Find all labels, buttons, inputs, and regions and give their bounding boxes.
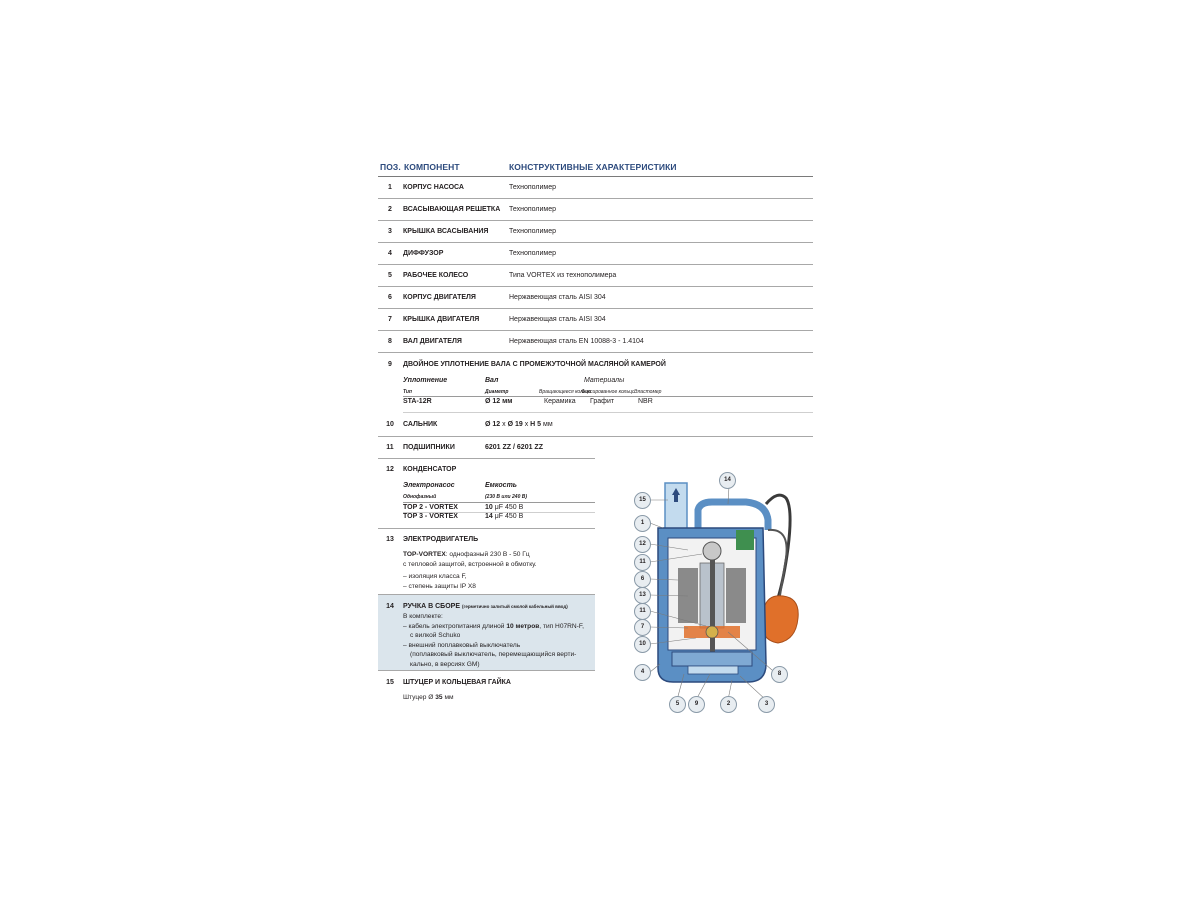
row-divider — [378, 286, 813, 287]
header-divider — [378, 176, 813, 177]
header-characteristics: КОНСТРУКТИВНЫЕ ХАРАКТЕРИСТИКИ — [509, 162, 677, 172]
row-name: КОРПУС ДВИГАТЕЛЯ — [403, 294, 476, 301]
capacitor-col-pump: Электронасос — [403, 482, 455, 489]
seal-elastomer-value: NBR — [638, 398, 653, 405]
row-divider — [378, 436, 813, 437]
handle-details: В комплекте: – кабель электропитания длиной 10 метров, тип H07RN-F, с вилкой Schuko – внешний поплавковый выключатель (поплавковый выключатель, перемещающийся верти- кально, в версиях GM) — [403, 613, 584, 668]
callout-13: 13 — [634, 587, 651, 604]
gland-value: Ø 12 x Ø 19 x H 5 мм — [485, 421, 553, 428]
callout-6: 6 — [634, 571, 651, 588]
row-divider — [378, 198, 813, 199]
row-divider — [378, 458, 595, 459]
callout-15: 15 — [634, 492, 651, 509]
motor-name: ЭЛЕКТРОДВИГАТЕЛЬ — [403, 536, 479, 543]
seal-type-value: STA-12R — [403, 398, 432, 405]
row-num: 5 — [388, 272, 392, 279]
capacitor-model: TOP 2 - VORTEX — [403, 504, 458, 511]
fitting-details: Штуцер Ø 35 мм — [403, 694, 454, 701]
bearings-value: 6201 ZZ / 6201 ZZ — [485, 444, 543, 451]
handle-title: РУЧКА В СБОРЕ (герметично залитый смолой кабельный ввод) — [403, 603, 568, 610]
seal-sub-diameter: Диаметр — [485, 389, 509, 395]
row-divider — [378, 670, 595, 671]
callout-7: 7 — [634, 619, 651, 636]
seal-title: ДВОЙНОЕ УПЛОТНЕНИЕ ВАЛА С ПРОМЕЖУТОЧНОЙ МАСЛЯНОЙ КАМЕРОЙ — [403, 361, 666, 368]
callout-5: 5 — [669, 696, 686, 713]
seal-sub-rotating: Вращающееся кольцо — [539, 389, 592, 395]
row-num: 12 — [386, 466, 394, 473]
seal-diameter-value: Ø 12 мм — [485, 398, 513, 405]
impeller-chamber — [672, 652, 752, 666]
row-name: РАБОЧЕЕ КОЛЕСО — [403, 272, 469, 279]
row-num: 3 — [388, 228, 392, 235]
capacitor-value: 14 μF 450 В — [485, 513, 524, 520]
row-divider — [378, 242, 813, 243]
row-num: 11 — [386, 444, 394, 451]
callout-14: 14 — [719, 472, 736, 489]
stator-left — [678, 568, 698, 623]
callout-1: 1 — [634, 515, 651, 532]
row-divider — [378, 330, 813, 331]
row-num: 10 — [386, 421, 394, 428]
seal-subdivider — [403, 396, 813, 397]
row-description: Технополимер — [509, 228, 557, 235]
seal-row-divider — [403, 412, 813, 413]
callout-11b: 11 — [634, 603, 651, 620]
row-name: ДИФФУЗОР — [403, 250, 444, 257]
row-description: Нержавеющая сталь EN 10088-3 - 1.4104 — [509, 338, 644, 345]
row-description: Технополимер — [509, 250, 557, 257]
stator-right — [726, 568, 746, 623]
seal-rotating-value: Керамика — [544, 398, 576, 405]
callout-8: 8 — [771, 666, 788, 683]
row-num: 15 — [386, 679, 394, 686]
float-switch — [762, 596, 798, 643]
seal-col-seal: Уплотнение — [403, 377, 448, 384]
header-component: КОМПОНЕНТ — [404, 162, 460, 172]
fitting-name: ШТУЦЕР И КОЛЬЦЕВАЯ ГАЙКА — [403, 679, 511, 686]
upper-bearing — [703, 542, 721, 560]
bearings-name: ПОДШИПНИКИ — [403, 444, 455, 451]
row-name: КРЫШКА ДВИГАТЕЛЯ — [403, 316, 480, 323]
row-divider — [378, 308, 813, 309]
seal-sub-elastomer: Эластомер — [634, 389, 662, 395]
suction-grid — [688, 666, 738, 674]
row-divider — [378, 528, 595, 529]
callout-12: 12 — [634, 536, 651, 553]
capacitor-subdivider — [403, 502, 595, 503]
row-description: Нержавеющая сталь AISI 304 — [509, 294, 606, 301]
header-pos: ПОЗ. — [380, 162, 401, 172]
row-num: 8 — [388, 338, 392, 345]
row-num: 13 — [386, 536, 394, 543]
capacitor-value: 10 μF 450 В — [485, 504, 524, 511]
callout-10: 10 — [634, 636, 651, 653]
handle — [698, 502, 768, 530]
row-name: ВСАСЫВАЮЩАЯ РЕШЕТКА — [403, 206, 501, 213]
row-num: 6 — [388, 294, 392, 301]
callout-11: 11 — [634, 554, 651, 571]
seal-sub-fixed: Фиксированное кольцо — [581, 389, 635, 395]
callout-9: 9 — [688, 696, 705, 713]
capacitor-col-capacity: Емкость — [485, 482, 517, 489]
callout-3: 3 — [758, 696, 775, 713]
row-divider — [378, 220, 813, 221]
row-divider — [378, 352, 813, 353]
seal-col-shaft: Вал — [485, 377, 499, 384]
row-name: КРЫШКА ВСАСЫВАНИЯ — [403, 228, 489, 235]
row-num: 9 — [388, 361, 392, 368]
capacitor-name: КОНДЕНСАТОР — [403, 466, 457, 473]
lower-bearing — [706, 626, 718, 638]
row-description: Технополимер — [509, 184, 557, 191]
motor-details: TOP-VORTEX: однофазный 230 В - 50 Гц с тепловой защитой, встроенной в обмотку. – изоляция класса F, – степень защиты IP X8 — [403, 551, 537, 590]
row-num: 2 — [388, 206, 392, 213]
row-num: 4 — [388, 250, 392, 257]
row-name: КОРПУС НАСОСА — [403, 184, 464, 191]
gland-name: САЛЬНИК — [403, 421, 438, 428]
row-name: ВАЛ ДВИГАТЕЛЯ — [403, 338, 462, 345]
row-num: 14 — [386, 603, 394, 610]
row-description: Типа VORTEX из технополимера — [509, 272, 617, 279]
capacitor-sub-phase: Однофазный — [403, 494, 437, 500]
callout-2: 2 — [720, 696, 737, 713]
capacitor — [736, 530, 754, 550]
capacitor-model: TOP 3 - VORTEX — [403, 513, 458, 520]
row-num: 7 — [388, 316, 392, 323]
row-description: Технополимер — [509, 206, 557, 213]
row-divider — [378, 264, 813, 265]
seal-col-materials: Материалы — [584, 377, 625, 384]
row-num: 1 — [388, 184, 392, 191]
seal-fixed-value: Графит — [590, 398, 615, 405]
capacitor-sub-voltage: (230 В или 240 В) — [485, 494, 528, 500]
callout-4: 4 — [634, 664, 651, 681]
seal-sub-type: Тип — [403, 389, 412, 395]
row-description: Нержавеющая сталь AISI 304 — [509, 316, 606, 323]
